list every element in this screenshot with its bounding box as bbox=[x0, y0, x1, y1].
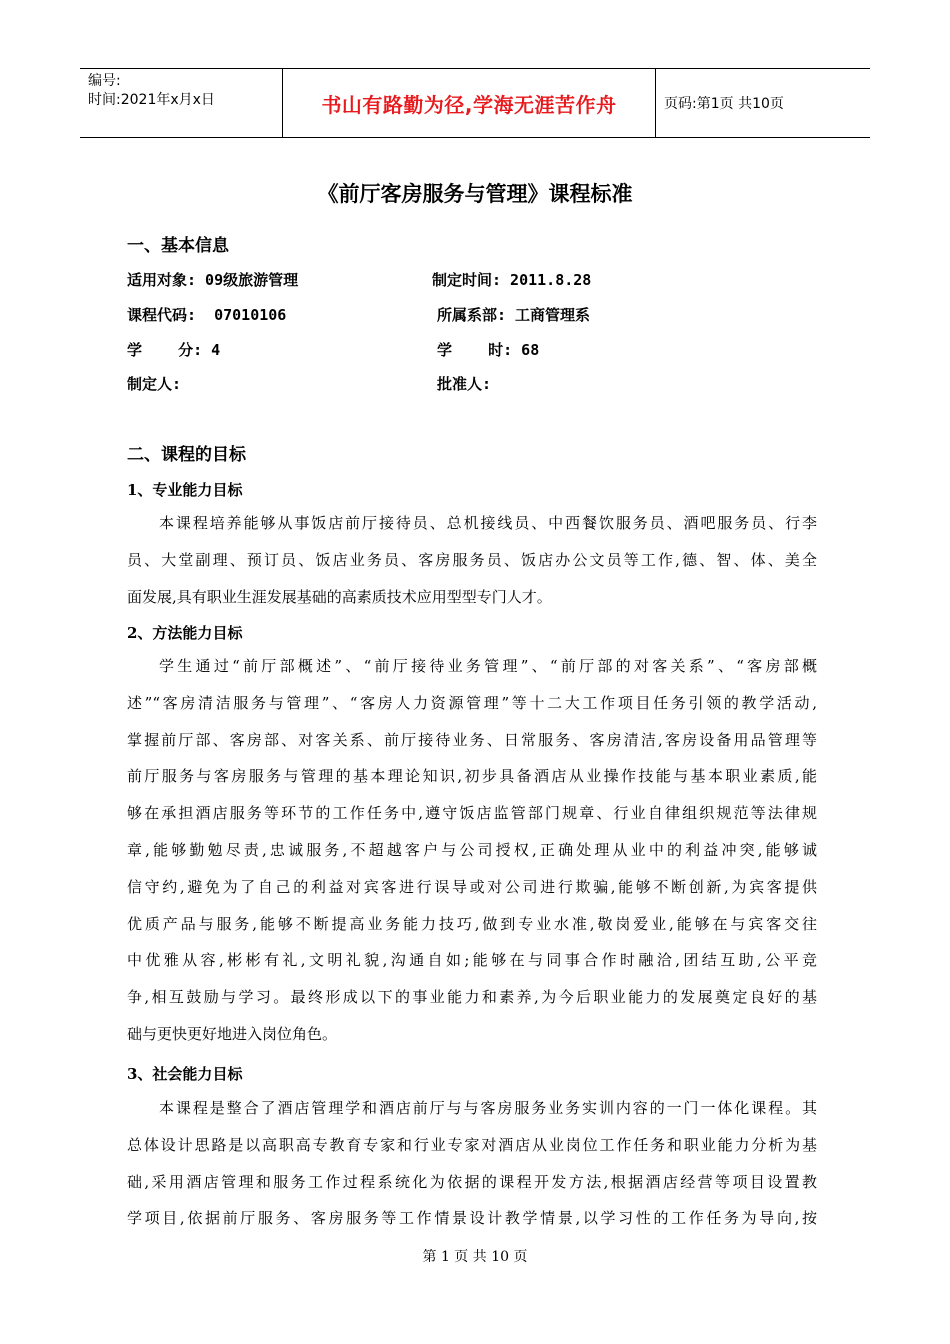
paragraph-line: 信守约,避免为了自己的利益对宾客进行误导或对公司进行欺骗,能够不断创新,为宾客提供 bbox=[127, 877, 817, 896]
page-info: 页码:第1页 共10页 bbox=[664, 96, 784, 112]
paragraph-social bbox=[127, 1090, 817, 1237]
paragraph-line: 础与更快更好地进入岗位角色。 bbox=[127, 1024, 338, 1043]
header-page-cell bbox=[656, 69, 870, 137]
subsection-professional-heading: 1、专业能力目标 bbox=[127, 481, 243, 499]
subsection-method-heading: 2、方法能力目标 bbox=[127, 624, 243, 642]
paragraph-line: 述”“客房清洁服务与管理”、“客房人力资源管理”等十二大工作项目任务引领的教学活动, bbox=[127, 693, 817, 712]
paragraph-line: 章,能够勤勉尽责,忠诚服务,不超越客户与公司授权,正确处理从业中的利益冲突,能够诚 bbox=[127, 840, 817, 859]
info-hours: 学 时: 68 bbox=[437, 341, 540, 359]
document-title: 《前厅客房服务与管理》课程标准 bbox=[317, 181, 633, 206]
info-department: 所属系部: 工商管理系 bbox=[437, 306, 591, 324]
header-table bbox=[80, 68, 870, 138]
paragraph-line: 面发展,具有职业生涯发展基础的高素质技术应用型型专门人才。 bbox=[127, 587, 552, 606]
paragraph-line: 中优雅从容,彬彬有礼,文明礼貌,沟通自如;能够在与同事合作时融洽,团结互助,公平竞 bbox=[127, 951, 817, 970]
paragraph-line: 员、大堂副理、预订员、饭店业务员、客房服务员、饭店办公文员等工作,德、智、体、美全 bbox=[127, 550, 817, 569]
paragraph-line: 前厅服务与客房服务与管理的基本理论知识,初步具备酒店从业操作技能与基本职业素质,能 bbox=[127, 767, 817, 786]
paragraph-line: 学生通过“前厅部概述”、“前厅接待业务管理”、“前厅部的对客关系”、“客房部概 bbox=[159, 657, 817, 675]
page-footer: 第 1 页 共 10 页 bbox=[422, 1249, 528, 1265]
paragraph-line: 优质产品与服务,能够不断提高业务能力技巧,做到专业水准,敬岗爱业,能够在与宾客交往 bbox=[127, 914, 817, 933]
paragraph-line: 总体设计思路是以高职高专教育专家和行业专家对酒店从业岗位工作任务和职业能力分析为基 bbox=[127, 1135, 817, 1154]
paragraph-line: 础,采用酒店管理和服务工作过程系统化为依据的课程开发方法,根据酒店经营等项目设置教 bbox=[127, 1172, 817, 1191]
motto-text: 书山有路勤为径,学海无涯苦作舟 bbox=[321, 92, 617, 117]
subsection-social-heading: 3、社会能力目标 bbox=[127, 1065, 243, 1083]
paragraph-line: 学项目,依据前厅服务、客房服务等工作情景设计教学情景,以学习性的工作任务为导向,按 bbox=[127, 1209, 817, 1228]
paragraph-professional bbox=[127, 505, 817, 615]
section-goals-heading: 二、课程的目标 bbox=[127, 445, 246, 465]
info-credit: 学 分: 4 bbox=[127, 341, 221, 359]
info-course-code: 课程代码: 07010106 bbox=[127, 306, 287, 324]
paragraph-line: 掌握前厅部、客房部、对客关系、前厅接待业务、日常服务、客房清洁,客房设备用品管理等 bbox=[127, 730, 817, 749]
info-target: 适用对象: 09级旅游管理 bbox=[127, 271, 299, 289]
code-label: 编号: bbox=[88, 73, 121, 89]
paragraph-line: 够在承担酒店服务等环节的工作任务中,遵守饭店监管部门规章、行业自律组织规范等法律规 bbox=[127, 804, 817, 823]
paragraph-line: 本课程是整合了酒店管理学和酒店前厅与与客房服务业务实训内容的一门一体化课程。其 bbox=[159, 1099, 817, 1117]
paragraph-line: 本课程培养能够从事饭店前厅接待员、总机接线员、中西餐饮服务员、酒吧服务员、行李 bbox=[159, 514, 817, 532]
paragraph-method bbox=[127, 648, 817, 1053]
time-label: 时间:2021年x月x日 bbox=[88, 92, 215, 108]
header-motto-cell bbox=[282, 69, 656, 137]
info-approver: 批准人: bbox=[437, 375, 492, 393]
header-meta-cell bbox=[80, 69, 282, 137]
info-made-time: 制定时间: 2011.8.28 bbox=[432, 271, 592, 289]
paragraph-line: 争,相互鼓励与学习。最终形成以下的事业能力和素养,为今后职业能力的发展奠定良好的基 bbox=[127, 988, 817, 1007]
info-author: 制定人: bbox=[127, 375, 182, 393]
section-basic-info-heading: 一、基本信息 bbox=[127, 236, 229, 256]
